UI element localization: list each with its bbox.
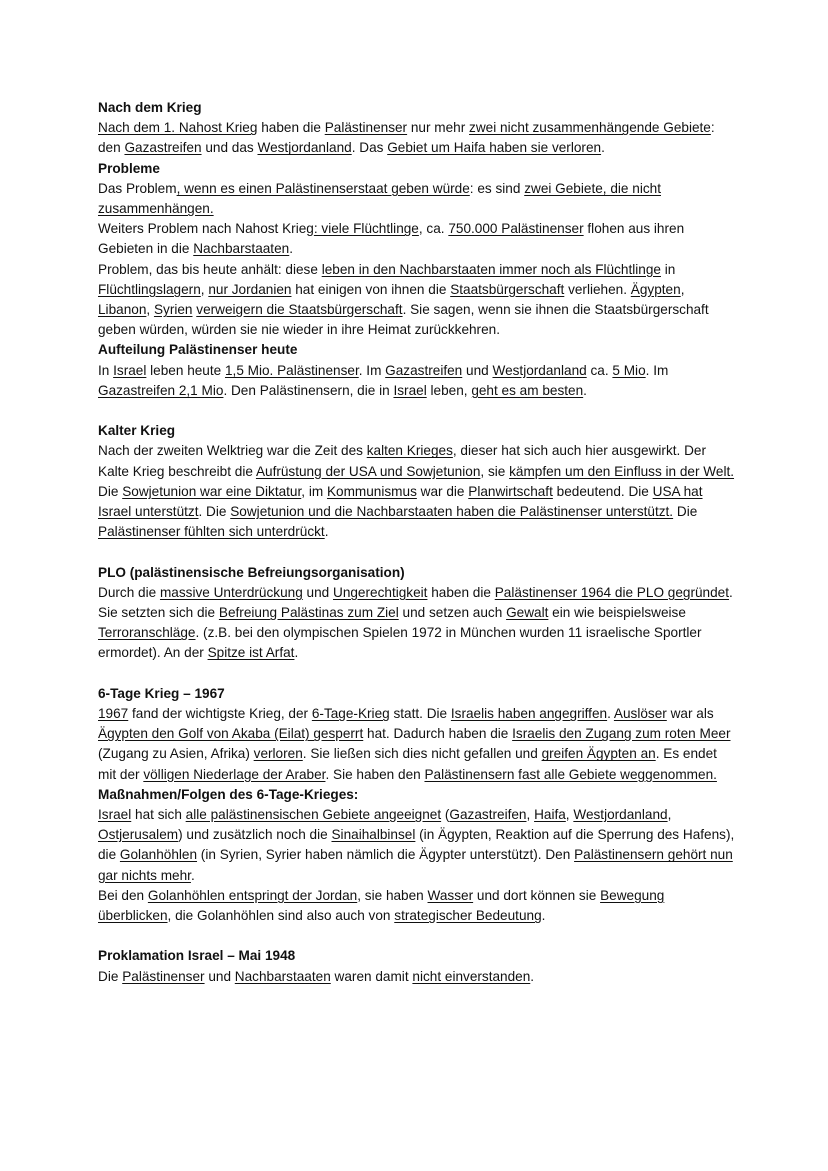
- underlined-text: Westjordanland: [492, 362, 587, 378]
- text-run: , sie haben: [357, 887, 428, 903]
- text-run: . Sie setzten sich die: [98, 584, 733, 621]
- underlined-text: Golanhöhlen: [119, 847, 198, 863]
- underlined-text: zwei nicht zusammenhängende Gebiete: [469, 120, 711, 136]
- underlined-text: kämpfen um den Einfluss in der Welt.: [509, 463, 735, 479]
- text-run: nur mehr: [407, 120, 470, 136]
- text-run: hat. Dadurch haben die: [363, 726, 513, 742]
- section: [98, 785, 738, 947]
- underlined-text: Palästinenser: [122, 968, 205, 984]
- underlined-text: massive Unterdrückung: [159, 584, 303, 600]
- text-run: leben heute: [146, 362, 225, 378]
- text-run: ,: [565, 807, 574, 823]
- underlined-text: Palästinensern gehört nun gar nichts mehr: [98, 847, 733, 883]
- text-run: in: [660, 261, 676, 277]
- underlined-text: Westjordanland: [573, 807, 668, 823]
- text-run: verliehen.: [564, 281, 631, 297]
- underlined-text: strategischer Bedeutung: [394, 908, 542, 924]
- underlined-text: Nachbarstaaten: [234, 968, 331, 984]
- text-run: , im: [301, 483, 327, 499]
- underlined-text: 1,5 Mio. Palästinenser: [224, 362, 359, 378]
- text-run: Nach der zweiten Welktrieg war die Zeit des: [98, 443, 367, 459]
- underlined-text: Israel: [113, 362, 147, 378]
- underlined-text: Spitze ist Arfat: [207, 645, 295, 661]
- underlined-text: 5 Mio: [612, 362, 646, 378]
- underlined-text: verloren: [253, 746, 303, 762]
- text-run: statt. Die: [389, 706, 451, 722]
- text-run: haben die: [427, 584, 495, 600]
- underlined-text: Gazastreifen: [124, 140, 202, 156]
- underlined-text: Israelis haben angegriffen: [450, 706, 608, 722]
- underlined-text: Befreiung Palästinas zum Ziel: [218, 605, 399, 621]
- section: [98, 563, 738, 684]
- text-run: Die: [673, 504, 698, 520]
- paragraph: [98, 179, 738, 219]
- underlined-text: alle palästinensischen Gebiete angeeignet: [185, 807, 442, 823]
- text-run: und dort können sie: [473, 887, 601, 903]
- underlined-text: Sowjetunion und die Nachbarstaaten haben die Palästinenser unterstützt.: [230, 504, 674, 520]
- text-run: und setzen auch: [398, 605, 507, 621]
- underlined-text: Israelis den Zugang zum roten Meer: [512, 726, 731, 742]
- text-run: war als: [666, 706, 714, 722]
- text-run: (Zugang zu Asien, Afrika): [98, 746, 254, 762]
- underlined-text: Palästinenser: [324, 120, 408, 136]
- underlined-text: Flüchtlingslagern: [98, 281, 201, 297]
- text-run: ,: [200, 281, 209, 297]
- text-run: . Sie haben den: [325, 766, 425, 782]
- section: [98, 684, 738, 785]
- text-run: . Im: [645, 362, 669, 378]
- text-run: . Sie sagen, wenn sie ihnen die Staatsbürgerschaft geben würden, würden sie nie wieder in ihre Heimat zurückkehren.: [98, 302, 709, 338]
- section-heading: Aufteilung Palästinenser heute: [98, 342, 298, 358]
- underlined-text: Nach dem 1. Nahost Krieg: [98, 120, 258, 136]
- text-run: , die Golanhöhlen sind also auch von: [167, 908, 395, 924]
- underlined-text: Sowjetunion war eine Diktatur: [122, 483, 302, 499]
- text-run: ,: [146, 302, 154, 318]
- text-run: , ca.: [418, 221, 449, 237]
- underlined-text: Westjordanland: [257, 140, 352, 156]
- section-heading: 6-Tage Krieg – 1967: [98, 685, 225, 701]
- underlined-text: Nachbarstaaten: [193, 241, 290, 257]
- underlined-text: greifen Ägypten an: [541, 746, 656, 762]
- underlined-text: Israel: [98, 807, 132, 823]
- underlined-text: Gewalt: [506, 605, 549, 621]
- underlined-text: Aufrüstung der USA und Sowjetunion: [255, 463, 481, 479]
- blank-line: [98, 926, 738, 946]
- text-run: waren damit: [330, 968, 413, 984]
- text-run: und: [204, 968, 235, 984]
- text-run: haben die: [257, 120, 325, 136]
- underlined-text: Syrien: [153, 302, 193, 318]
- blank-line: [98, 401, 738, 421]
- underlined-text: Libanon: [98, 302, 147, 318]
- text-run: Durch die: [98, 584, 160, 600]
- paragraph: [98, 361, 738, 401]
- text-run: (in Ägypten, Reaktion auf die Sperrung des Hafens), die: [98, 827, 735, 863]
- underlined-text: Auslöser: [613, 706, 667, 722]
- underlined-text: Gazastreifen 2,1 Mio: [98, 382, 224, 398]
- underlined-text: geht es am besten: [471, 382, 584, 398]
- underlined-text: Palästinenser fühlten sich unterdrückt: [98, 524, 325, 540]
- paragraph: [98, 886, 738, 926]
- text-run: ca.: [586, 362, 613, 378]
- section: [98, 340, 738, 421]
- text-run: .: [190, 867, 195, 883]
- underlined-text: Golanhöhlen entspringt der Jordan: [147, 887, 358, 903]
- text-run: Die: [98, 968, 123, 984]
- underlined-text: völligen Niederlage der Araber: [143, 766, 326, 782]
- blank-line: [98, 542, 738, 562]
- text-run: .: [601, 140, 605, 156]
- text-run: .: [289, 241, 293, 257]
- text-run: bedeutend. Die: [552, 483, 653, 499]
- underlined-text: , wenn es einen Palästinenserstaat geben würde: [176, 180, 470, 196]
- underlined-text: Gazastreifen: [385, 362, 463, 378]
- underlined-text: Ostjerusalem: [98, 827, 179, 843]
- underlined-text: Ägypten: [630, 281, 681, 297]
- text-run: (in Syrien, Syrier haben nämlich die Ägypter unterstützt). Den: [197, 847, 575, 863]
- paragraph: [98, 583, 738, 664]
- underlined-text: Planwirtschaft: [468, 483, 553, 499]
- section: [98, 98, 738, 159]
- text-run: .: [294, 645, 299, 661]
- text-run: leben,: [426, 382, 472, 398]
- text-run: . Die: [198, 504, 231, 520]
- blank-line: [98, 664, 738, 684]
- paragraph: [98, 704, 738, 785]
- text-run: und: [462, 362, 493, 378]
- underlined-text: leben in den Nachbarstaaten immer noch als Flüchtlinge: [321, 261, 661, 277]
- underlined-text: Ungerechtigkeit: [333, 584, 428, 600]
- section: [98, 946, 738, 986]
- underlined-text: Kommunismus: [326, 483, 417, 499]
- section-heading: Kalter Krieg: [98, 423, 176, 439]
- paragraph: [98, 441, 738, 542]
- underlined-text: Terroranschläge: [98, 625, 196, 641]
- text-run: war die: [416, 483, 469, 499]
- text-run: ,: [680, 281, 685, 297]
- text-run: .: [607, 706, 614, 722]
- underlined-text: Gebiet um Haifa haben sie verloren: [387, 140, 602, 156]
- section: [98, 421, 738, 562]
- paragraph: [98, 260, 738, 341]
- text-run: flohen aus ihren Gebieten in die: [98, 221, 685, 257]
- underlined-text: verweigern die Staatsbürgerschaft: [196, 302, 403, 318]
- underlined-text: Wasser: [427, 887, 474, 903]
- text-run: fand der wichtigste Krieg, der: [128, 706, 312, 722]
- section-heading: PLO (palästinensische Befreiungsorganisation): [98, 564, 405, 580]
- text-run: ,: [526, 807, 535, 823]
- section: [98, 159, 738, 341]
- document-page: [98, 98, 738, 987]
- text-run: . Das: [351, 140, 388, 156]
- underlined-text: Ägypten den Golf von Akaba (Eilat) gesperrt: [98, 726, 364, 742]
- text-run: .: [541, 908, 546, 924]
- text-run: .: [583, 382, 587, 398]
- underlined-text: Haifa: [534, 807, 566, 823]
- text-run: .: [530, 968, 535, 984]
- text-run: ,: [667, 807, 672, 823]
- underlined-text: zwei Gebiete, die nicht zusammenhängen.: [98, 180, 661, 217]
- text-run: In: [98, 362, 114, 378]
- text-run: (: [441, 807, 450, 823]
- underlined-text: USA hat Israel unterstützt: [98, 483, 703, 520]
- text-run: .: [324, 524, 329, 540]
- underlined-text: 6-Tage-Krieg: [311, 706, 390, 722]
- paragraph: [98, 219, 738, 259]
- text-run: ) und zusätzlich noch die: [178, 827, 332, 843]
- underlined-text: Sinaihalbinsel: [331, 827, 416, 843]
- text-run: Weiters Problem nach Nahost Krieg: [98, 221, 314, 237]
- underlined-text: 1967: [98, 706, 129, 722]
- underlined-text: Gazastreifen: [449, 807, 527, 823]
- text-run: und das: [201, 140, 258, 156]
- text-run: und: [302, 584, 333, 600]
- text-run: Die: [98, 483, 123, 499]
- text-run: . Es endet mit der: [98, 746, 717, 782]
- text-run: . Den Palästinensern, die in: [223, 382, 394, 398]
- text-run: Problem, das bis heute anhält: diese: [98, 261, 322, 277]
- section-heading: Probleme: [98, 160, 160, 176]
- underlined-text: 750.000 Palästinenser: [448, 221, 584, 237]
- underlined-text: Palästinenser 1964 die PLO gegründet: [494, 584, 730, 600]
- text-run: Das Problem: [98, 180, 177, 196]
- text-run: . (z.B. bei den olympischen Spielen 1972 in München wurden 11 israelische Sportler ermordet). An der: [98, 625, 702, 661]
- section-heading: Maßnahmen/Folgen des 6-Tage-Krieges:: [98, 786, 359, 802]
- underlined-text: Palästinensern fast alle Gebiete weggenommen.: [424, 766, 717, 782]
- paragraph: [98, 805, 738, 886]
- underlined-text: : viele Flüchtlinge: [313, 221, 419, 237]
- text-run: hat sich: [131, 807, 186, 823]
- section-heading: Nach dem Krieg: [98, 100, 202, 115]
- text-run: hat einigen von ihnen die: [291, 281, 451, 297]
- section-heading: Proklamation Israel – Mai 1948: [98, 948, 296, 964]
- text-run: . Sie ließen sich dies nicht gefallen und: [302, 746, 542, 762]
- underlined-text: Israel: [393, 382, 427, 398]
- text-run: : den: [98, 120, 715, 156]
- underlined-text: nicht einverstanden: [412, 968, 531, 984]
- underlined-text: Bewegung überblicken: [98, 887, 665, 924]
- text-run: ein wie beispielsweise: [548, 605, 686, 621]
- text-run: , dieser hat sich auch hier ausgewirkt. Der Kalte Krieg beschreibt die: [98, 443, 706, 479]
- text-run: Bei den: [98, 887, 148, 903]
- text-run: , sie: [480, 463, 510, 479]
- underlined-text: nur Jordanien: [208, 281, 292, 297]
- paragraph: [98, 118, 738, 158]
- underlined-text: kalten Krieges: [366, 443, 453, 459]
- underlined-text: Staatsbürgerschaft: [450, 281, 565, 297]
- paragraph: [98, 967, 738, 987]
- text-run: . Im: [358, 362, 386, 378]
- text-run: : es sind: [469, 180, 525, 196]
